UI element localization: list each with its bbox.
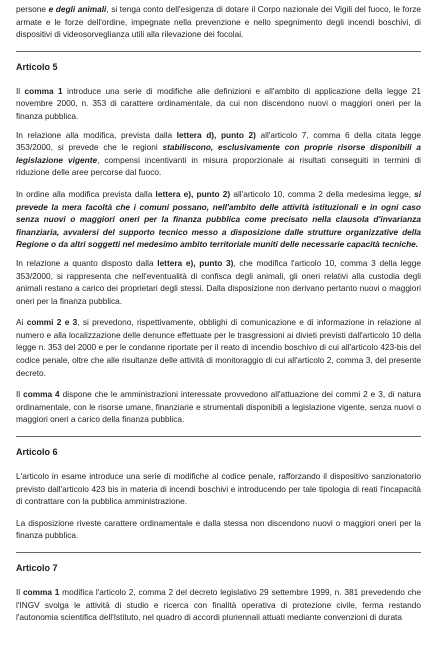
article-6-heading: Articolo 6 — [16, 447, 58, 458]
emphasis-text: e degli animali — [48, 4, 107, 14]
paragraph-continued: persone e degli animali, si tenga conto dell'esigenza di dotare il Corpo nazionale dei Vigili del fuoco, le forze armate e le forze dell'ordine, impegnate nella prevenzione e nello spegnimento degli incendi boschivi, di dispositivi di videosorveglianza utili alla rilevazione dei focolai. — [16, 4, 421, 40]
article-5-heading: Articolo 5 — [16, 61, 58, 72]
section-divider — [16, 436, 421, 437]
art5-paragraph-1: Il comma 1 introduce una serie di modifiche alle definizioni e all'ambito di applicazione della legge 21 novembre 2000, n. 353 di carattere ordinamentale, da cui non discendono nuovi o maggiori oneri per la finanza pubblica. — [16, 85, 421, 121]
art6-paragraph-1: L'articolo in esame introduce una serie di modifiche al codice penale, rafforzando il dispositivo sanzionatorio previsto dall'articolo 423 bis in materia di incendi boschivi e introducendo per tale tipologia di reati l'incapacità di contrattare con la pubblica amministrazione. — [16, 471, 421, 507]
article-7-heading: Articolo 7 — [16, 563, 58, 573]
art6-paragraph-2: La disposizione riveste carattere ordinamentale e dalla stessa non discendono nuovi o maggiori oneri per la finanza pubblica. — [16, 517, 421, 541]
art5-paragraph-2: In relazione alla modifica, prevista dalla lettera d), punto 2) all'articolo 7, comma 6 della citata legge 353/2000, si prevede che le regioni stabiliscono, esclusivamente con proprie risorse disponibili a legislazione vigente, compensi incentivanti in misura proporzionale ai risultati conseguiti in termini di riduzione delle aree percorse dal fuoco. — [16, 129, 422, 178]
art5-paragraph-4: In relazione a quanto disposto dalla lettera e), punto 3), che modifica l'articolo 10, comma 3 della legge 353/2000, si rappresenta che nell'eventualità di confisca degli animali, gli oneri relativi alla custodia degli animali restano a carico dei proprietari degli stessi. Dalla disposizione non derivano pertanto nuovi o maggiori oneri per la finanza pubblica. — [16, 257, 421, 306]
section-divider — [16, 552, 421, 553]
art5-paragraph-3: In ordine alla modifica prevista dalla lettera e), punto 2) all'articolo 10, comma 2 della medesima legge, si prevede la mera facoltà che i comuni possano, nell'ambito delle attività istituzionali e in ogni caso senza nuovi o maggiori oneri per la finanza pubblica come precisato nella clausola d'invarianza finanziaria, avvalersi del supporto tecnico messo a disposizione dalle strutture organizzative della Regione o da altri soggetti nel medesimo ambito territoriale muniti delle necessarie capacità tecniche. — [16, 188, 422, 250]
section-divider — [16, 51, 421, 52]
art5-paragraph-6: Il comma 4 dispone che le amministrazioni interessate provvedono all'attuazione dei commi 2 e 3, di natura ordinamentale, con le risorse umane, finanziarie e strumentali disponibili a legislazione vigente, senza nuovi o maggiori oneri a carico della finanza pubblica. — [16, 389, 421, 425]
art5-paragraph-5: Ai commi 2 e 3, si prevedono, rispettivamente, obblighi di comunicazione e di informazione in relazione al numero e alla localizzazione delle denunce effettuate per le trasgressioni ai divieti previsti dall'articolo 10 della legge n. 353 del 2000 e per le condanne riportate per il reato di incendio boschivo di cui all'articolo 423-bis del codice penale, oltre che alle risultanze delle attività di monitoraggio di cui all'articolo 2, comma 3, del presente decreto. — [16, 317, 421, 378]
art7-paragraph-1: Il comma 1 modifica l'articolo 2, comma 2 del decreto legislativo 29 settembre 1999, n. 381 prevedendo che l'INGV svolga le attività di studio e ricerca con finalità operativa di protezione civile, ferma restando l'autonomia scientifica dell'Istituto, nel quadro di accordi pluriennali attuati mediante convenzioni di durata — [16, 587, 421, 623]
